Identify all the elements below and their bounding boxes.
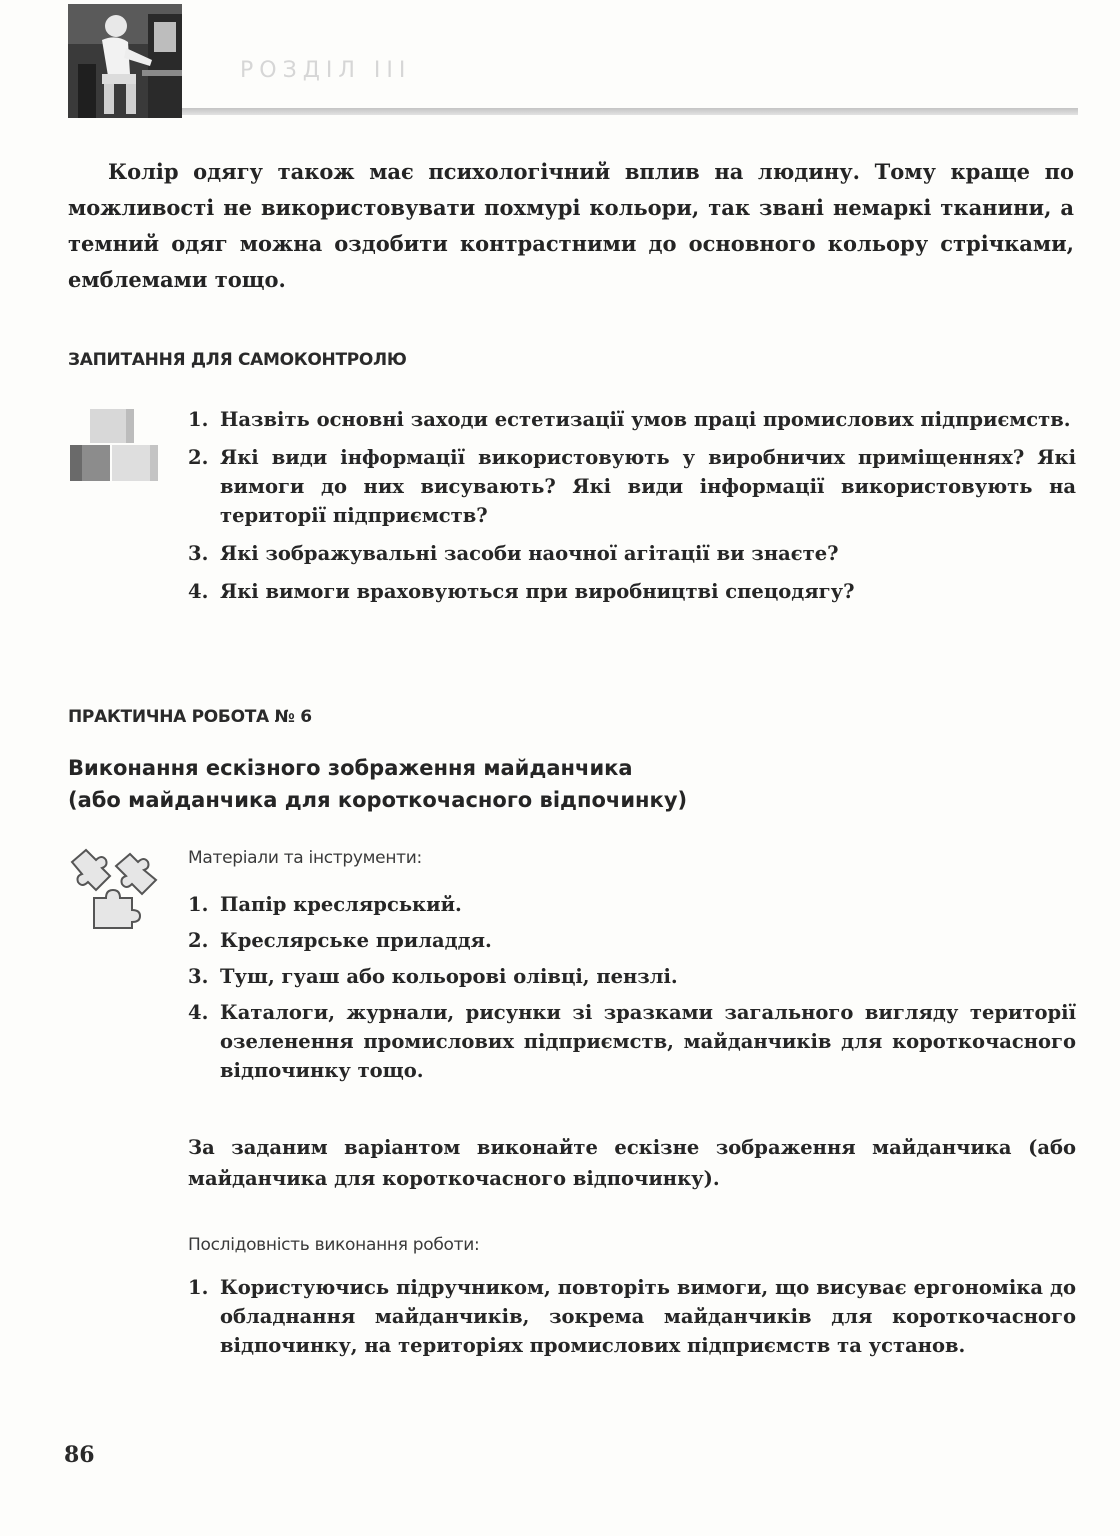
questions-heading: ЗАПИТАННЯ ДЛЯ САМОКОНТРОЛЮ: [68, 350, 407, 370]
person-at-desk-photo: [68, 4, 182, 118]
page-number: 86: [64, 1442, 95, 1468]
list-item: 3. Туш, гуаш або кольорові олівці, пензлі.: [188, 965, 678, 988]
questions-list: [188, 405, 1076, 615]
list-item: 4. Які вимоги враховуються при виробництві спецодягу?: [188, 580, 855, 603]
steps-list: [188, 1273, 1076, 1360]
list-item: 2. Які види інформації використовують у виробничих приміщеннях? Які вимоги до них висувають? Які види інформації використовують на території підприємств?: [188, 446, 1076, 527]
list-item: 4. Каталоги, журнали, рисунки зі зразками загального вигляду території озеленення промислових підприємств, майданчиків для короткочасного відпочинку тощо.: [188, 1001, 1076, 1082]
task-paragraph: За заданим варіантом виконайте ескізне зображення майданчика (або майданчика для короткочасного відпочинку).: [188, 1136, 1076, 1190]
list-item: 3. Які зображувальні засоби наочної агітації ви знаєте?: [188, 542, 839, 565]
materials-label: Матеріали та інструменти:: [188, 848, 422, 868]
cubes-icon: [68, 405, 164, 485]
list-item: 2. Креслярське приладдя.: [188, 929, 492, 952]
materials-list: [188, 890, 1076, 1092]
sequence-label: Послідовність виконання роботи:: [188, 1235, 480, 1255]
list-item: 1. Назвіть основні заходи естетизації умов праці промислових підприємств.: [188, 408, 1071, 431]
header-divider: [182, 108, 1078, 115]
title-line-2: (або майданчика для короткочасного відпочинку): [68, 788, 688, 812]
practical-work-title: [68, 752, 687, 816]
practical-work-heading: ПРАКТИЧНА РОБОТА № 6: [68, 707, 312, 727]
title-line-1: Виконання ескізного зображення майданчика: [68, 756, 633, 780]
section-label: РОЗДІЛ III: [240, 58, 412, 83]
intro-paragraph: Колір одягу також має психологічний вплив на людину. Тому краще по можливості не використовувати похмурі кольори, так звані немаркі тканини, а темний одяг можна оздобити контрастними до основного кольору стрічками, емблемами тощо.: [68, 159, 1074, 292]
list-item: 1. Папір креслярський.: [188, 893, 462, 916]
list-item: 1. Користуючись підручником, повторіть вимоги, що висуває ергономіка до обладнання майданчиків, зокрема майданчиків для короткочасного відпочинку, на територіях промислових підприємств та установ.: [188, 1276, 1076, 1357]
puzzle-icon: [66, 846, 162, 930]
